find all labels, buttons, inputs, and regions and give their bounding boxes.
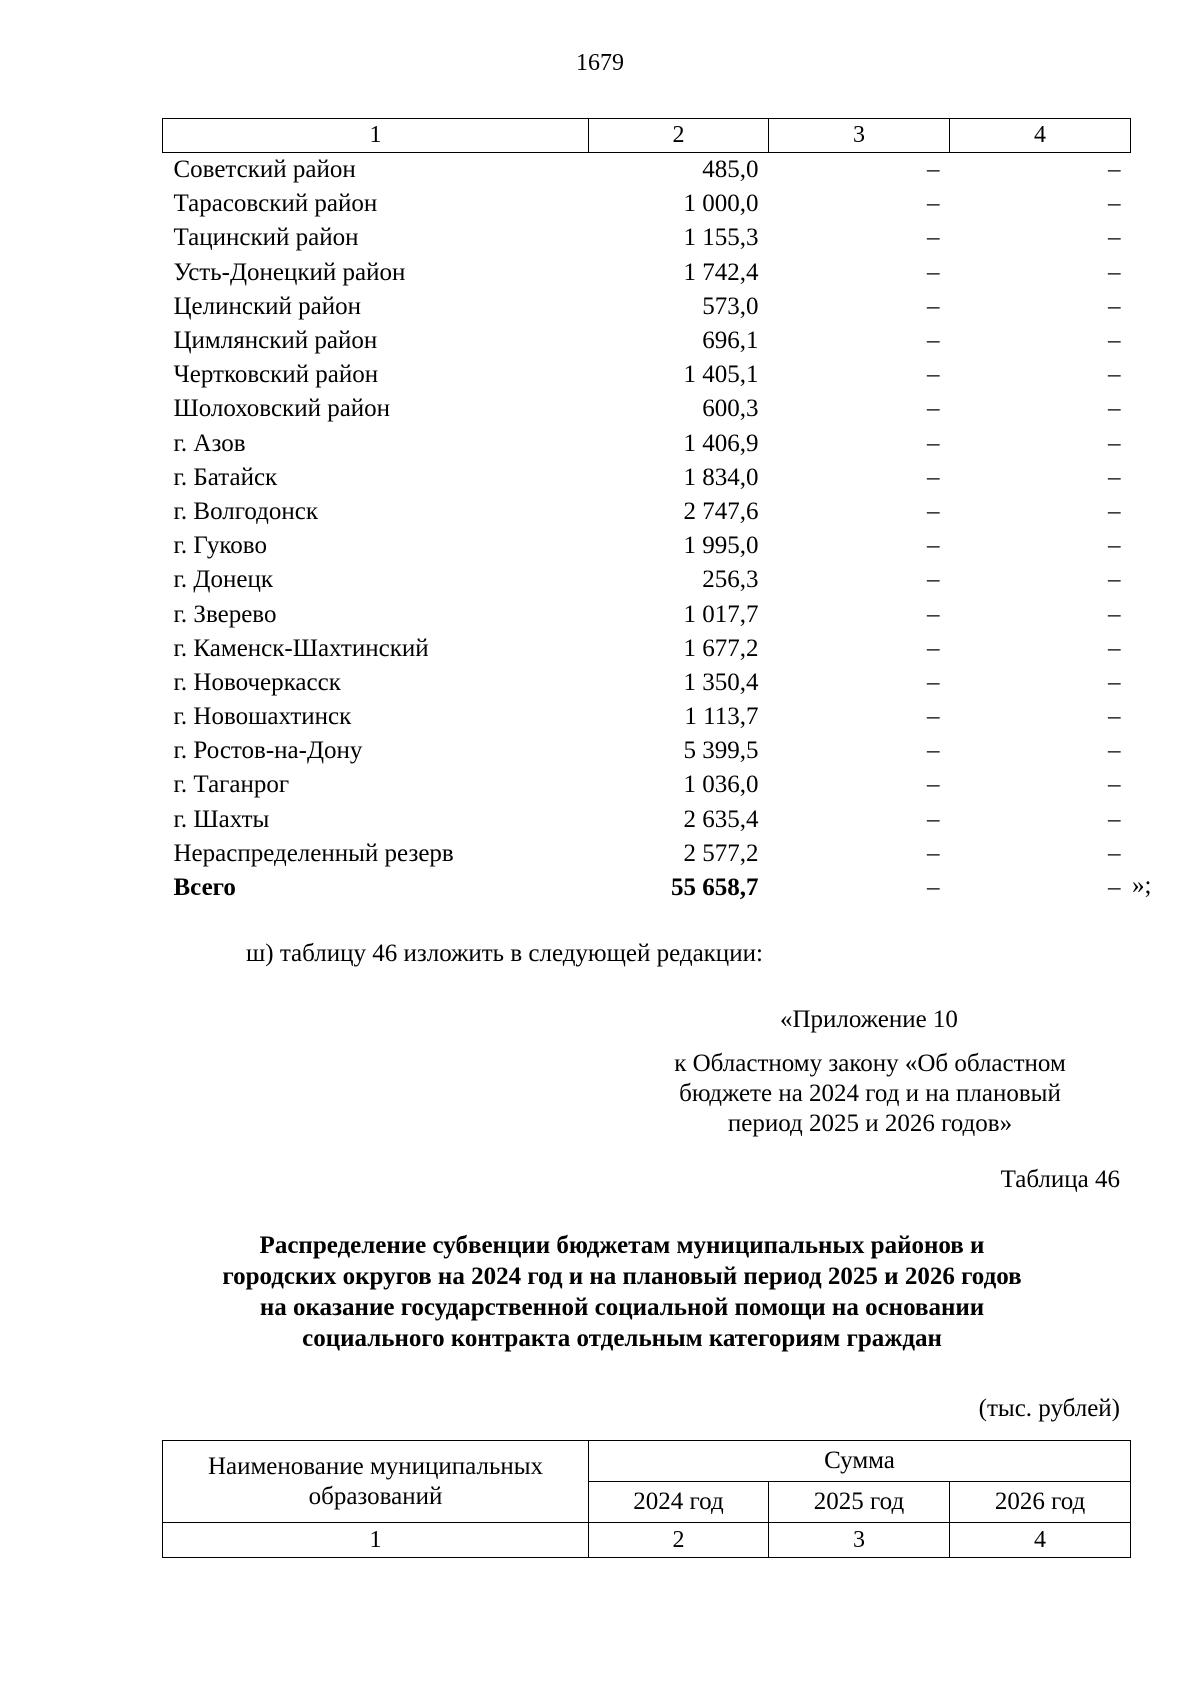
- value-2026-cell: –: [1108, 737, 1121, 765]
- value-2024-cell: 2 635,4: [683, 805, 759, 833]
- column-number-cell: 3: [769, 1523, 950, 1558]
- column-number-cell: 2: [589, 119, 769, 153]
- municipality-name-cell: г. Таганрог: [173, 771, 290, 799]
- column-number-cell: 3: [769, 119, 950, 153]
- value-2025-cell: –: [927, 874, 940, 902]
- column-number-cell: 4: [950, 1523, 1131, 1558]
- value-2024-cell: 485,0: [702, 156, 759, 184]
- year-header: 2025 год: [769, 1482, 950, 1523]
- municipality-name-cell: г. Батайск: [173, 463, 278, 491]
- table-row: [163, 563, 1131, 597]
- value-2026-cell: –: [1108, 258, 1121, 286]
- municipality-name-cell: г. Шахты: [173, 805, 270, 833]
- table-row: [163, 153, 1131, 188]
- value-2025-cell: –: [927, 361, 940, 389]
- amendment-paragraph: ш) таблицу 46 изложить в следующей редакции:: [246, 940, 763, 967]
- appendix-title: «Приложение 10: [780, 1006, 958, 1033]
- municipality-name-cell: г. Ростов-на-Дону: [173, 737, 363, 765]
- value-2026-cell: –: [1108, 839, 1121, 867]
- table-row: [163, 837, 1131, 871]
- municipality-name-cell: Чертковский район: [173, 361, 379, 389]
- value-2024-cell: 1 677,2: [683, 634, 759, 662]
- value-2024-cell: 1 113,7: [684, 703, 759, 731]
- year-header: 2026 год: [950, 1482, 1131, 1523]
- value-2026-cell: –: [1108, 703, 1121, 731]
- table-row: [163, 461, 1131, 495]
- municipality-name-cell: Нераспределенный резерв: [173, 839, 454, 867]
- value-2025-cell: –: [927, 839, 940, 867]
- new-table-header: [162, 1440, 1131, 1558]
- value-2025-cell: –: [927, 737, 940, 765]
- closing-quote: »;: [1132, 872, 1152, 899]
- value-2025-cell: –: [927, 497, 940, 525]
- appendix-reference-line: к Областному закону «Об областном: [674, 1050, 1066, 1077]
- appendix-reference: [620, 1049, 1120, 1139]
- value-2024-cell: 1 995,0: [683, 532, 759, 560]
- value-2025-cell: –: [927, 600, 940, 628]
- column-number-cell: 4: [950, 119, 1131, 153]
- value-2026-cell: –: [1108, 771, 1121, 799]
- table-label: Таблица 46: [1000, 1166, 1120, 1193]
- value-2024-cell: 55 658,7: [671, 874, 759, 902]
- value-2025-cell: –: [927, 634, 940, 662]
- table-row: [163, 187, 1131, 221]
- municipality-name-cell: Всего: [173, 874, 236, 902]
- municipality-name-cell: Советский район: [173, 156, 356, 184]
- municipality-name-cell: г. Гуково: [173, 532, 267, 560]
- value-2024-cell: 1 036,0: [683, 771, 759, 799]
- column-number-cell: 1: [163, 119, 589, 153]
- value-2024-cell: 2 747,6: [683, 497, 759, 525]
- table-row: [163, 529, 1131, 563]
- municipality-name-cell: Шолоховский район: [173, 395, 391, 423]
- municipality-name-header: [163, 1441, 589, 1523]
- table-row: [163, 803, 1131, 837]
- value-2026-cell: –: [1108, 497, 1121, 525]
- appendix-reference-line: период 2025 и 2026 годов»: [727, 1110, 1013, 1137]
- value-2025-cell: –: [927, 156, 940, 184]
- column-number-row: [163, 119, 1131, 153]
- table-row: [163, 221, 1131, 255]
- value-2024-cell: 256,3: [702, 566, 759, 594]
- heading-line: на оказание государственной социальной помощи на основании: [259, 1294, 985, 1321]
- appendix-reference-line: бюджете на 2024 год и на плановый: [679, 1080, 1061, 1107]
- page-number: 1679: [576, 50, 624, 76]
- units-label: (тыс. рублей): [978, 1395, 1120, 1422]
- value-2025-cell: –: [927, 429, 940, 457]
- municipality-name-cell: Цимлянский район: [173, 327, 378, 355]
- value-2024-cell: 2 577,2: [683, 839, 759, 867]
- value-2025-cell: –: [927, 224, 940, 252]
- value-2026-cell: –: [1108, 156, 1121, 184]
- table-row: [163, 666, 1131, 700]
- value-2026-cell: –: [1108, 190, 1121, 218]
- value-2024-cell: 1 406,9: [683, 429, 759, 457]
- value-2026-cell: –: [1108, 566, 1121, 594]
- table-row: [163, 734, 1131, 768]
- value-2026-cell: –: [1108, 327, 1121, 355]
- heading-line: Распределение субвенции бюджетам муниципальных районов и: [259, 1232, 985, 1259]
- value-2026-cell: –: [1108, 224, 1121, 252]
- municipality-name-cell: г. Азов: [173, 429, 246, 457]
- value-2025-cell: –: [927, 190, 940, 218]
- table-row: [163, 324, 1131, 358]
- value-2026-cell: –: [1108, 634, 1121, 662]
- municipality-name-cell: г. Донецк: [173, 566, 273, 594]
- value-2025-cell: –: [927, 463, 940, 491]
- value-2026-cell: –: [1108, 668, 1121, 696]
- value-2024-cell: 1 834,0: [683, 463, 759, 491]
- table-row: [163, 290, 1131, 324]
- total-row: [163, 871, 1131, 905]
- year-header: 2024 год: [589, 1482, 769, 1523]
- value-2024-cell: 573,0: [702, 292, 759, 320]
- value-2024-cell: 1 350,4: [683, 668, 759, 696]
- value-2025-cell: –: [927, 292, 940, 320]
- municipality-name-cell: Целинский район: [173, 292, 361, 320]
- municipality-name-cell: Тарасовский район: [173, 190, 378, 218]
- table-row: [163, 632, 1131, 666]
- value-2025-cell: –: [927, 703, 940, 731]
- header-line: образований: [308, 1482, 443, 1510]
- value-2024-cell: 5 399,5: [683, 737, 759, 765]
- header-line: Наименование муниципальных: [207, 1452, 544, 1480]
- value-2024-cell: 1 155,3: [683, 224, 759, 252]
- value-2024-cell: 1 017,7: [683, 600, 759, 628]
- heading-line: городских округов на 2024 год и на плановый период 2025 и 2026 годов: [222, 1263, 1022, 1290]
- value-2026-cell: –: [1108, 805, 1121, 833]
- value-2026-cell: –: [1108, 463, 1121, 491]
- value-2026-cell: –: [1108, 429, 1121, 457]
- value-2025-cell: –: [927, 327, 940, 355]
- table-row: [163, 427, 1131, 461]
- value-2026-cell: –: [1108, 361, 1121, 389]
- sum-header: Сумма: [589, 1441, 1131, 1482]
- value-2025-cell: –: [927, 395, 940, 423]
- column-number-cell: 1: [163, 1523, 589, 1558]
- table-heading: [150, 1230, 1094, 1354]
- value-2025-cell: –: [927, 532, 940, 560]
- value-2024-cell: 1 405,1: [683, 361, 759, 389]
- value-2025-cell: –: [927, 258, 940, 286]
- table-row: [163, 700, 1131, 734]
- municipality-name-cell: Тацинский район: [173, 224, 359, 252]
- heading-line: социального контракта отдельным категориям граждан: [302, 1325, 942, 1352]
- municipality-name-cell: г. Зверево: [173, 600, 277, 628]
- municipality-name-cell: г. Новошахтинск: [173, 703, 352, 731]
- value-2026-cell: –: [1108, 600, 1121, 628]
- value-2026-cell: –: [1108, 292, 1121, 320]
- value-2026-cell: –: [1108, 874, 1121, 902]
- value-2024-cell: 1 742,4: [683, 258, 759, 286]
- table-row: [163, 256, 1131, 290]
- municipality-name-cell: Усть-Донецкий район: [173, 258, 406, 286]
- continuation-table: [162, 118, 1131, 905]
- table-body: [163, 153, 1131, 906]
- table-row: [163, 768, 1131, 802]
- value-2025-cell: –: [927, 566, 940, 594]
- table-row: [163, 597, 1131, 631]
- value-2025-cell: –: [927, 771, 940, 799]
- municipality-name-cell: г. Волгодонск: [173, 497, 319, 525]
- municipality-name-cell: г. Каменск-Шахтинский: [173, 634, 429, 662]
- value-2024-cell: 696,1: [702, 327, 759, 355]
- value-2026-cell: –: [1108, 395, 1121, 423]
- column-number-cell: 2: [589, 1523, 769, 1558]
- value-2024-cell: 600,3: [702, 395, 759, 423]
- value-2025-cell: –: [927, 668, 940, 696]
- value-2026-cell: –: [1108, 532, 1121, 560]
- table-row: [163, 495, 1131, 529]
- municipality-name-cell: г. Новочеркасск: [173, 668, 341, 696]
- value-2024-cell: 1 000,0: [683, 190, 759, 218]
- value-2025-cell: –: [927, 805, 940, 833]
- table-row: [163, 392, 1131, 426]
- table-row: [163, 358, 1131, 392]
